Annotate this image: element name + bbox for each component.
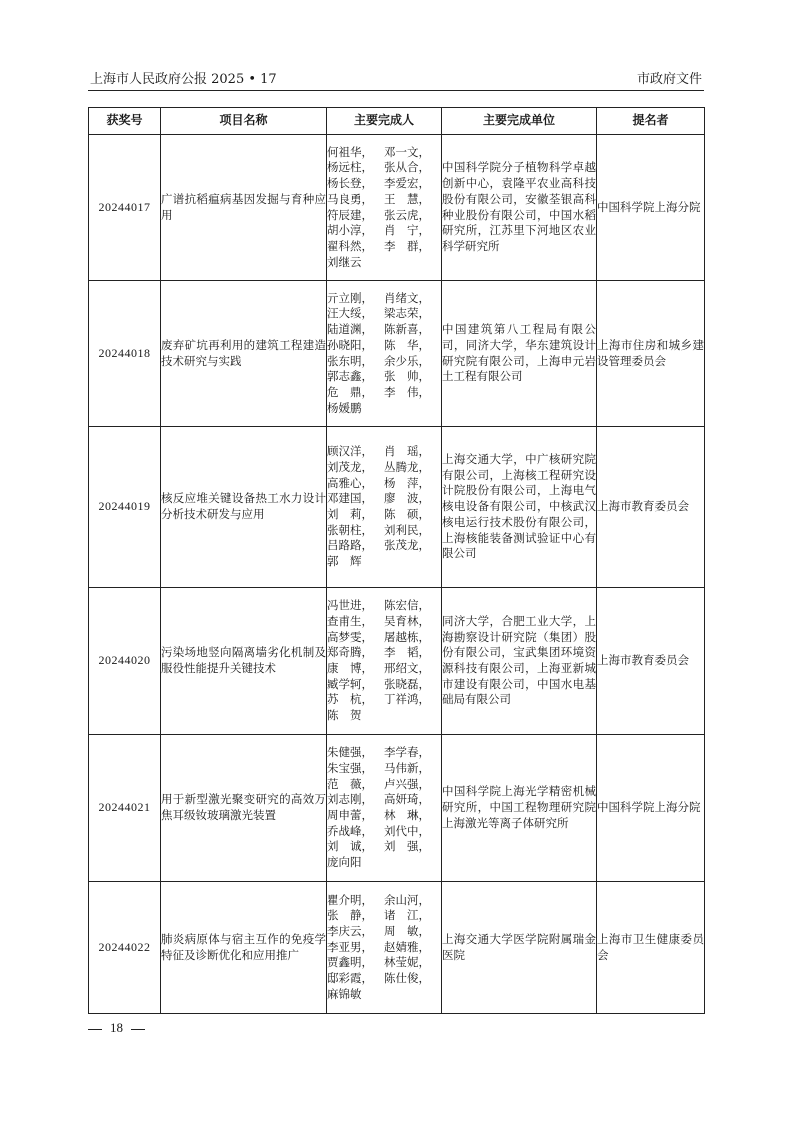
contributor-list bbox=[327, 598, 441, 724]
contributor-name: 杨长登， bbox=[327, 176, 373, 191]
contributor-list bbox=[327, 145, 441, 271]
contributor-name: 张朝柱， bbox=[327, 522, 373, 537]
contributor-name: 丛腾龙， bbox=[384, 459, 430, 474]
contributor-list bbox=[327, 291, 441, 417]
contributor-name: 刘代中， bbox=[384, 823, 430, 838]
contributor-name: 查甫生， bbox=[327, 613, 373, 628]
contributor-name: 康 博， bbox=[327, 661, 373, 675]
contributor-name: 陆道渊， bbox=[327, 322, 373, 337]
contributor-name: 乔战峰， bbox=[327, 823, 373, 838]
main-contributors bbox=[327, 427, 442, 588]
award-number: 20244022 bbox=[89, 882, 161, 1014]
main-contributors bbox=[327, 281, 442, 427]
project-name: 废弃矿坑再利用的建筑工程建造技术研究与实践 bbox=[161, 281, 327, 427]
main-units: 中国科学院上海光学精密机械研究所，中国工程物理研究院上海激光等离子体研究所 bbox=[442, 735, 597, 882]
contributor-name: 马伟新， bbox=[384, 760, 430, 775]
contributor-name: 肖 宁， bbox=[384, 223, 430, 238]
footer-dash-left bbox=[88, 1029, 102, 1030]
main-contributors bbox=[327, 882, 442, 1014]
main-contributors bbox=[327, 588, 442, 735]
gazette-title: 上海市人民政府公报 2025 • 17 bbox=[90, 72, 277, 87]
column-header-people: 主要完成人 bbox=[327, 108, 442, 135]
contributor-name: 李 韬， bbox=[384, 645, 430, 660]
contributor-name: 林莹妮， bbox=[384, 955, 430, 970]
contributor-name: 刘 莉， bbox=[327, 507, 373, 521]
contributor-name: 高雅心， bbox=[327, 475, 373, 490]
contributor-name: 李 伟， bbox=[384, 384, 430, 399]
contributor-name: 邓一文， bbox=[384, 144, 430, 159]
contributor-name: 刘 诚， bbox=[327, 839, 373, 854]
contributor-list bbox=[327, 893, 441, 1003]
nominator: 中国科学院上海分院 bbox=[597, 135, 705, 281]
contributor-name: 刘继云 bbox=[327, 254, 362, 269]
table-row bbox=[89, 735, 705, 882]
contributor-name: 张云虎， bbox=[384, 207, 430, 222]
contributor-name: 陈仕俊， bbox=[384, 971, 430, 986]
contributor-name: 陈宏信， bbox=[384, 598, 430, 613]
contributor-name: 卢兴强， bbox=[384, 776, 430, 791]
contributor-name: 杨 萍， bbox=[384, 475, 430, 490]
table-row bbox=[89, 427, 705, 588]
contributor-name: 吴育林， bbox=[384, 613, 430, 628]
main-units: 上海交通大学医学院附属瑞金医院 bbox=[442, 882, 597, 1014]
contributor-name: 郭 辉 bbox=[327, 554, 362, 569]
nominator: 中国科学院上海分院 bbox=[597, 735, 705, 882]
contributor-name: 符辰建， bbox=[327, 207, 373, 222]
contributor-name: 李庆云， bbox=[327, 923, 373, 938]
award-number: 20244021 bbox=[89, 735, 161, 882]
project-name: 肺炎病原体与宿主互作的免疫学特征及诊断优化和应用推广 bbox=[161, 882, 327, 1014]
contributor-name: 高梦雯， bbox=[327, 629, 373, 644]
contributor-name: 王 慧， bbox=[384, 191, 430, 206]
contributor-name: 刘志刚， bbox=[327, 792, 373, 807]
contributor-name: 郑奇腾， bbox=[327, 645, 373, 660]
main-contributors bbox=[327, 135, 442, 281]
contributor-name: 汪大绥， bbox=[327, 306, 373, 321]
contributor-name: 肖 瑶， bbox=[384, 444, 430, 459]
contributor-name: 苏 杭， bbox=[327, 692, 373, 707]
contributor-name: 臧学轲， bbox=[327, 676, 373, 691]
contributor-name: 高妍琦， bbox=[384, 792, 430, 807]
column-header-nominator: 提名者 bbox=[597, 108, 705, 135]
contributor-name: 何祖华， bbox=[327, 144, 373, 159]
main-contributors bbox=[327, 735, 442, 882]
contributor-name: 肖绪文， bbox=[384, 290, 430, 305]
nominator: 上海市教育委员会 bbox=[597, 588, 705, 735]
contributor-name: 危 鼎， bbox=[327, 384, 373, 399]
nominator: 上海市卫生健康委员会 bbox=[597, 882, 705, 1014]
project-name: 用于新型激光聚变研究的高效万焦耳级钕玻璃激光装置 bbox=[161, 735, 327, 882]
contributor-list bbox=[327, 745, 441, 871]
table-row bbox=[89, 281, 705, 427]
contributor-name: 李 群， bbox=[384, 238, 430, 253]
contributor-name: 郭志鑫， bbox=[327, 369, 373, 384]
contributor-name: 朱健强， bbox=[327, 745, 373, 760]
contributor-name: 张东明， bbox=[327, 353, 373, 368]
header-rule bbox=[88, 90, 704, 91]
awards-table bbox=[88, 107, 705, 1014]
contributor-name: 陈新喜， bbox=[384, 322, 430, 337]
contributor-name: 亓立刚， bbox=[327, 290, 373, 305]
contributor-name: 刘利民， bbox=[384, 522, 430, 537]
contributor-name: 诸 江， bbox=[384, 908, 430, 923]
contributor-name: 吕路路， bbox=[327, 538, 373, 553]
column-header-units: 主要完成单位 bbox=[442, 108, 597, 135]
contributor-name: 庞向阳 bbox=[327, 855, 362, 870]
contributor-name: 刘 强， bbox=[384, 839, 430, 854]
main-units: 中国建筑第八工程局有限公司，同济大学，华东建筑设计研究院有限公司，上海申元岩土工程有限公司 bbox=[442, 281, 597, 427]
contributor-name: 陈 硕， bbox=[384, 507, 430, 521]
contributor-name: 麻锦敏 bbox=[327, 986, 362, 1001]
contributor-name: 邓建国， bbox=[327, 491, 373, 506]
contributor-name: 杨媛鹏 bbox=[327, 400, 362, 415]
contributor-name: 李学春， bbox=[384, 745, 430, 760]
contributor-name: 李爱宏， bbox=[384, 176, 430, 191]
contributor-name: 邸彩霞， bbox=[327, 971, 373, 986]
contributor-name: 邢绍文， bbox=[384, 661, 430, 675]
project-name: 核反应堆关键设备热工水力设计分析技术研发与应用 bbox=[161, 427, 327, 588]
contributor-name: 孙晓阳， bbox=[327, 337, 373, 352]
table-row bbox=[89, 588, 705, 735]
project-name: 广谱抗稻瘟病基因发掘与育种应用 bbox=[161, 135, 327, 281]
contributor-name: 顾汉洋， bbox=[327, 444, 373, 459]
contributor-name: 余少乐， bbox=[384, 353, 430, 368]
main-units: 上海交通大学，中广核研究院有限公司，上海核工程研究设计院股份有限公司，上海电气核电设备有限公司，中核武汉核电运行技术股份有限公司，上海核能装备测试验证中心有限公司 bbox=[442, 427, 597, 588]
contributor-name: 廖 波， bbox=[384, 491, 430, 506]
contributor-name: 赵婧雅， bbox=[384, 939, 430, 954]
nominator: 上海市住房和城乡建设管理委员会 bbox=[597, 281, 705, 427]
contributor-name: 范 薇， bbox=[327, 776, 373, 791]
column-header-project: 项目名称 bbox=[161, 108, 327, 135]
award-number: 20244020 bbox=[89, 588, 161, 735]
contributor-name: 朱宝强， bbox=[327, 760, 373, 775]
table-row bbox=[89, 882, 705, 1014]
footer-dash-right bbox=[131, 1029, 145, 1030]
contributor-name: 瞿介明， bbox=[327, 892, 373, 907]
contributor-name: 陈 华， bbox=[384, 337, 430, 352]
contributor-name: 冯世进， bbox=[327, 598, 373, 613]
contributor-name: 张晓磊， bbox=[384, 676, 430, 691]
contributor-name: 李亚男， bbox=[327, 939, 373, 954]
contributor-name: 余山河， bbox=[384, 892, 430, 907]
contributor-name: 屠越栋， bbox=[384, 629, 430, 644]
project-name: 污染场地竖向隔离墙劣化机制及服役性能提升关键技术 bbox=[161, 588, 327, 735]
page-number: 18 bbox=[110, 1020, 123, 1035]
contributor-list bbox=[327, 444, 441, 570]
contributor-name: 张茂龙， bbox=[384, 538, 430, 553]
contributor-name: 林 琳， bbox=[384, 808, 430, 822]
page-header bbox=[88, 66, 704, 88]
contributor-name: 周 敏， bbox=[384, 923, 430, 938]
table-header-row bbox=[89, 108, 705, 135]
contributor-name: 胡小淳， bbox=[327, 223, 373, 238]
contributor-name: 梁志荣， bbox=[384, 306, 430, 321]
contributor-name: 贾鑫明， bbox=[327, 955, 373, 970]
main-units: 中国科学院分子植物科学卓越创新中心，袁隆平农业高科技股份有限公司，安徽荃银高科种业股份有限公司，中国水稻研究所，江苏里下河地区农业科学研究所 bbox=[442, 135, 597, 281]
page-footer bbox=[88, 1020, 145, 1036]
award-number: 20244018 bbox=[89, 281, 161, 427]
contributor-name: 翟科然， bbox=[327, 238, 373, 253]
award-number: 20244017 bbox=[89, 135, 161, 281]
contributor-name: 陈 贺 bbox=[327, 708, 362, 723]
column-header-number: 获奖号 bbox=[89, 108, 161, 135]
table-row bbox=[89, 135, 705, 281]
section-title: 市政府文件 bbox=[636, 72, 702, 87]
contributor-name: 张 帅， bbox=[384, 369, 430, 384]
main-units: 同济大学，合肥工业大学，上海勘察设计研究院（集团）股份有限公司，宝武集团环境资源科技有限公司，上海亚新城市建设有限公司，中国水电基础局有限公司 bbox=[442, 588, 597, 735]
award-number: 20244019 bbox=[89, 427, 161, 588]
contributor-name: 刘茂龙， bbox=[327, 459, 373, 474]
contributor-name: 张 静， bbox=[327, 908, 373, 923]
contributor-name: 张从合， bbox=[384, 160, 430, 175]
nominator: 上海市教育委员会 bbox=[597, 427, 705, 588]
contributor-name: 丁祥鸿， bbox=[384, 692, 430, 707]
contributor-name: 杨远柱， bbox=[327, 160, 373, 175]
contributor-name: 周申蕾， bbox=[327, 808, 373, 822]
contributor-name: 马良勇， bbox=[327, 191, 373, 206]
